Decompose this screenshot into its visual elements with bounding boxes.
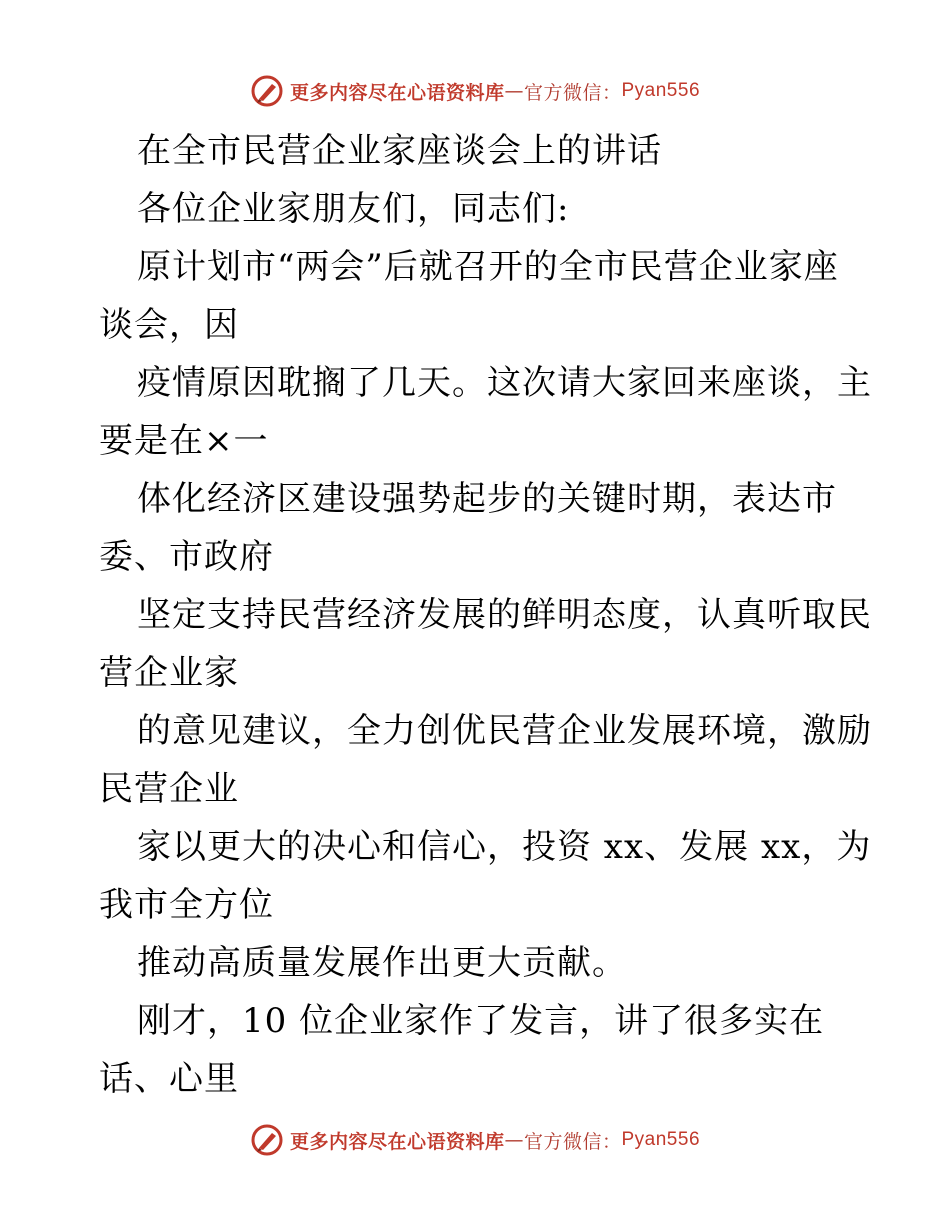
text-line: 各位企业家朋友们，同志们: — [137, 189, 570, 229]
banner-wechat-id: Pyan556 — [621, 1129, 701, 1150]
banner-wechat-label: 官方微信： — [523, 1130, 622, 1153]
banner-brand-text: 更多内容尽在心语资料库 — [289, 81, 505, 104]
header-banner — [0, 71, 950, 111]
text-line: 在全市民营企业家座谈会上的讲话 — [137, 131, 662, 171]
banner-brand-text: 更多内容尽在心语资料库 — [289, 1130, 505, 1153]
banner-separator: — — [504, 80, 524, 102]
text-line: 疫情原因耽搁了几天。这次请大家回来座谈，主 — [137, 363, 872, 403]
text-line: 要是在×一 — [99, 421, 269, 461]
pen-logo-icon — [250, 1123, 284, 1157]
banner-wechat-label: 官方微信： — [523, 81, 622, 104]
text-line: 委、市政府 — [99, 537, 274, 577]
text-line: 我市全方位 — [99, 885, 274, 925]
text-line: 话、心里 — [99, 1059, 239, 1099]
footer-banner — [0, 1120, 950, 1160]
banner-wechat-id: Pyan556 — [621, 80, 701, 101]
text-line: 刚才，10 位企业家作了发言，讲了很多实在 — [137, 1001, 825, 1041]
text-line: 营企业家 — [99, 653, 239, 693]
text-line: 体化经济区建设强势起步的关键时期，表达市 — [137, 479, 837, 519]
text-line: 坚定支持民营经济发展的鲜明态度，认真听取民 — [137, 595, 872, 635]
text-line: 谈会，因 — [99, 305, 239, 345]
pen-logo-icon — [250, 74, 284, 108]
text-line: 家以更大的决心和信心，投资 xx、发展 xx，为 — [137, 827, 872, 867]
text-line: 的意见建议，全力创优民营企业发展环境，激励 — [137, 711, 872, 751]
text-line: 推动高质量发展作出更大贡献。 — [137, 943, 627, 983]
text-line: 原计划市“两会”后就召开的全市民营企业家座 — [137, 247, 839, 287]
text-line: 民营企业 — [99, 769, 239, 809]
document-body — [99, 122, 872, 1108]
banner-separator: — — [504, 1129, 524, 1151]
